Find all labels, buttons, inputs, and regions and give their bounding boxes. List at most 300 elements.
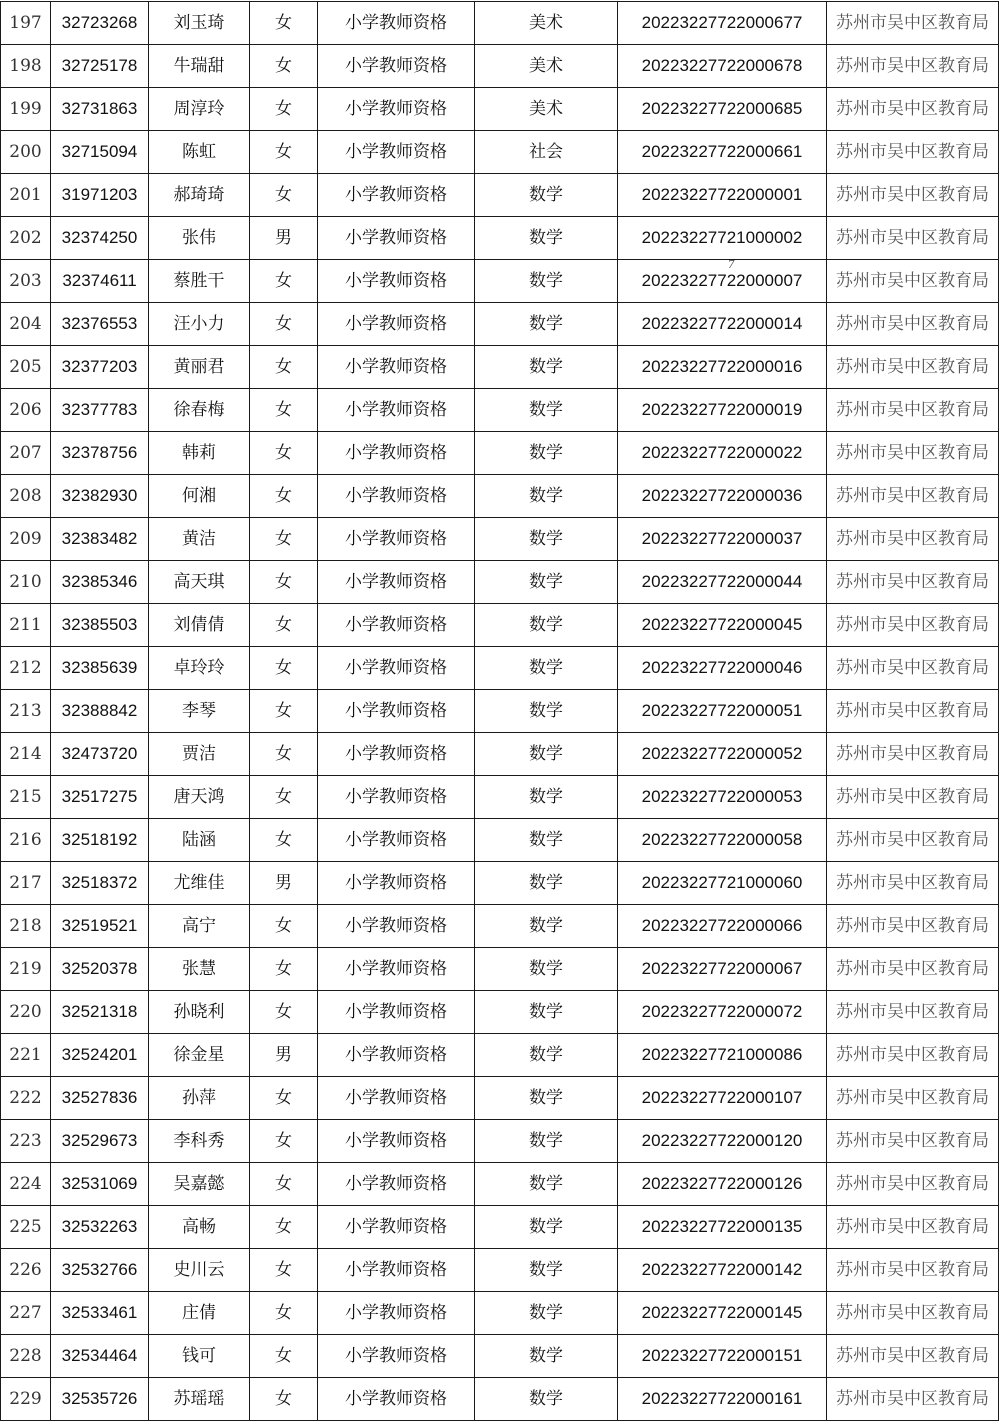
gender-cell: 女 [250,346,318,389]
qualification-cell: 小学教师资格 [318,2,475,45]
gender-cell: 女 [250,1120,318,1163]
name-cell: 吴嘉懿 [149,1163,250,1206]
table-row [1,819,999,862]
subject-cell: 数学 [475,1249,618,1292]
gender-cell: 女 [250,819,318,862]
applicant-id-cell: 32725178 [51,45,149,88]
qualification-cell: 小学教师资格 [318,1034,475,1077]
name-cell: 庄倩 [149,1292,250,1335]
row-number-cell: 226 [1,1249,51,1292]
certificate-number-text: 20223227722000007 [641,271,803,290]
applicant-id-cell: 32524201 [51,1034,149,1077]
certificate-number-cell: 20223227722000046 [618,647,827,690]
qualification-cell: 小学教师资格 [318,1077,475,1120]
subject-cell: 美术 [475,45,618,88]
row-number-cell: 214 [1,733,51,776]
name-cell: 钱可 [149,1335,250,1378]
applicant-id-cell: 32731863 [51,88,149,131]
certificate-number-cell: 20223227721000086 [618,1034,827,1077]
table-row [1,2,999,45]
certificate-number-cell: 20223227722000044 [618,561,827,604]
qualification-cell: 小学教师资格 [318,174,475,217]
applicant-id-cell: 32388842 [51,690,149,733]
gender-cell: 女 [250,174,318,217]
name-cell: 李科秀 [149,1120,250,1163]
name-cell: 陆涵 [149,819,250,862]
applicant-id-cell: 32533461 [51,1292,149,1335]
name-cell: 李琴 [149,690,250,733]
row-number-cell: 221 [1,1034,51,1077]
gender-cell: 女 [250,45,318,88]
issuing-authority-cell: 苏州市吴中区教育局 [827,1292,999,1335]
applicant-id-cell: 32376553 [51,303,149,346]
gender-cell: 女 [250,131,318,174]
qualification-cell: 小学教师资格 [318,733,475,776]
issuing-authority-cell: 苏州市吴中区教育局 [827,217,999,260]
name-cell: 何湘 [149,475,250,518]
gender-cell: 女 [250,260,318,303]
table-row [1,1120,999,1163]
gender-cell: 女 [250,905,318,948]
applicant-id-cell: 32385639 [51,647,149,690]
row-number-cell: 205 [1,346,51,389]
issuing-authority-cell: 苏州市吴中区教育局 [827,647,999,690]
applicant-id-cell: 32520378 [51,948,149,991]
table-row [1,1292,999,1335]
applicant-id-cell: 32377783 [51,389,149,432]
row-number-cell: 212 [1,647,51,690]
row-number-cell: 228 [1,1335,51,1378]
row-number-cell: 222 [1,1077,51,1120]
issuing-authority-cell: 苏州市吴中区教育局 [827,88,999,131]
name-cell: 唐天鸿 [149,776,250,819]
table-row [1,733,999,776]
subject-cell: 数学 [475,1206,618,1249]
table-row [1,174,999,217]
issuing-authority-cell: 苏州市吴中区教育局 [827,1206,999,1249]
name-cell: 蔡胜干 [149,260,250,303]
gender-cell: 女 [250,389,318,432]
applicant-id-cell: 32377203 [51,346,149,389]
gender-cell: 女 [250,776,318,819]
stray-annotation-mark: 7 [727,259,735,271]
row-number-cell: 223 [1,1120,51,1163]
certificate-number-cell: 20223227722000066 [618,905,827,948]
subject-cell: 美术 [475,88,618,131]
name-cell: 张伟 [149,217,250,260]
qualification-cell: 小学教师资格 [318,905,475,948]
table-row [1,346,999,389]
row-number-cell: 206 [1,389,51,432]
subject-cell: 数学 [475,217,618,260]
qualification-cell: 小学教师资格 [318,389,475,432]
table-row [1,518,999,561]
certificate-number-cell: 20223227722000045 [618,604,827,647]
name-cell: 陈虹 [149,131,250,174]
subject-cell: 数学 [475,561,618,604]
subject-cell: 数学 [475,1335,618,1378]
table-row [1,862,999,905]
table-row [1,1206,999,1249]
name-cell: 黄洁 [149,518,250,561]
table-row [1,131,999,174]
issuing-authority-cell: 苏州市吴中区教育局 [827,432,999,475]
qualification-cell: 小学教师资格 [318,1292,475,1335]
certificate-number-cell: 20223227722000016 [618,346,827,389]
name-cell: 黄丽君 [149,346,250,389]
name-cell: 尤维佳 [149,862,250,905]
row-number-cell: 203 [1,260,51,303]
certificate-number-cell: 20223227722000142 [618,1249,827,1292]
gender-cell: 女 [250,2,318,45]
certificate-table [0,1,999,1421]
applicant-id-cell: 32529673 [51,1120,149,1163]
row-number-cell: 204 [1,303,51,346]
row-number-cell: 201 [1,174,51,217]
issuing-authority-cell: 苏州市吴中区教育局 [827,1163,999,1206]
name-cell: 刘玉琦 [149,2,250,45]
certificate-number-cell: 20223227722000678 [618,45,827,88]
qualification-cell: 小学教师资格 [318,948,475,991]
certificate-number-cell: 20223227722000072 [618,991,827,1034]
applicant-id-cell: 32378756 [51,432,149,475]
issuing-authority-cell: 苏州市吴中区教育局 [827,346,999,389]
name-cell: 高宁 [149,905,250,948]
gender-cell: 女 [250,991,318,1034]
table-row [1,389,999,432]
applicant-id-cell: 32534464 [51,1335,149,1378]
qualification-cell: 小学教师资格 [318,776,475,819]
table-row [1,432,999,475]
gender-cell: 男 [250,1034,318,1077]
subject-cell: 数学 [475,260,618,303]
gender-cell: 女 [250,604,318,647]
certificate-number-cell: 20223227722000051 [618,690,827,733]
table-row [1,1335,999,1378]
row-number-cell: 198 [1,45,51,88]
gender-cell: 女 [250,948,318,991]
issuing-authority-cell: 苏州市吴中区教育局 [827,1034,999,1077]
subject-cell: 数学 [475,647,618,690]
issuing-authority-cell: 苏州市吴中区教育局 [827,776,999,819]
subject-cell: 数学 [475,1034,618,1077]
subject-cell: 数学 [475,432,618,475]
certificate-number-cell: 20223227722000053 [618,776,827,819]
issuing-authority-cell: 苏州市吴中区教育局 [827,2,999,45]
name-cell: 张慧 [149,948,250,991]
applicant-id-cell: 32715094 [51,131,149,174]
table-row [1,1077,999,1120]
applicant-id-cell: 32532263 [51,1206,149,1249]
applicant-id-cell: 32374611 [51,260,149,303]
qualification-cell: 小学教师资格 [318,561,475,604]
issuing-authority-cell: 苏州市吴中区教育局 [827,1120,999,1163]
certificate-number-cell: 20223227722000001 [618,174,827,217]
table-row [1,217,999,260]
certificate-number-cell: 20223227722000058 [618,819,827,862]
table-row [1,1378,999,1421]
subject-cell: 数学 [475,1163,618,1206]
name-cell: 郝琦琦 [149,174,250,217]
table-row [1,604,999,647]
subject-cell: 数学 [475,1077,618,1120]
gender-cell: 女 [250,432,318,475]
qualification-cell: 小学教师资格 [318,432,475,475]
table-row [1,690,999,733]
issuing-authority-cell: 苏州市吴中区教育局 [827,1378,999,1421]
applicant-id-cell: 32383482 [51,518,149,561]
applicant-id-cell: 32518372 [51,862,149,905]
certificate-number-cell: 20223227722000151 [618,1335,827,1378]
applicant-id-cell: 32385503 [51,604,149,647]
issuing-authority-cell: 苏州市吴中区教育局 [827,690,999,733]
row-number-cell: 208 [1,475,51,518]
gender-cell: 女 [250,475,318,518]
name-cell: 汪小力 [149,303,250,346]
table-row [1,303,999,346]
qualification-cell: 小学教师资格 [318,131,475,174]
qualification-cell: 小学教师资格 [318,690,475,733]
qualification-cell: 小学教师资格 [318,518,475,561]
certificate-number-cell: 20223227722000677 [618,2,827,45]
applicant-id-cell: 32374250 [51,217,149,260]
applicant-id-cell: 32517275 [51,776,149,819]
qualification-cell: 小学教师资格 [318,1249,475,1292]
row-number-cell: 224 [1,1163,51,1206]
subject-cell: 数学 [475,1378,618,1421]
gender-cell: 女 [250,1378,318,1421]
row-number-cell: 218 [1,905,51,948]
gender-cell: 女 [250,1335,318,1378]
table-row [1,88,999,131]
subject-cell: 数学 [475,862,618,905]
subject-cell: 数学 [475,518,618,561]
qualification-cell: 小学教师资格 [318,819,475,862]
applicant-id-cell: 32518192 [51,819,149,862]
gender-cell: 女 [250,733,318,776]
row-number-cell: 200 [1,131,51,174]
issuing-authority-cell: 苏州市吴中区教育局 [827,905,999,948]
subject-cell: 数学 [475,948,618,991]
certificate-number-cell: 20223227721000002 [618,217,827,260]
issuing-authority-cell: 苏州市吴中区教育局 [827,131,999,174]
gender-cell: 男 [250,217,318,260]
qualification-cell: 小学教师资格 [318,604,475,647]
gender-cell: 女 [250,1206,318,1249]
applicant-id-cell: 32723268 [51,2,149,45]
table-row [1,561,999,604]
gender-cell: 女 [250,518,318,561]
name-cell: 徐金星 [149,1034,250,1077]
name-cell: 苏瑶瑶 [149,1378,250,1421]
qualification-cell: 小学教师资格 [318,647,475,690]
issuing-authority-cell: 苏州市吴中区教育局 [827,604,999,647]
qualification-cell: 小学教师资格 [318,88,475,131]
applicant-id-cell: 32521318 [51,991,149,1034]
name-cell: 高畅 [149,1206,250,1249]
issuing-authority-cell: 苏州市吴中区教育局 [827,260,999,303]
applicant-id-cell: 31971203 [51,174,149,217]
qualification-cell: 小学教师资格 [318,45,475,88]
qualification-cell: 小学教师资格 [318,475,475,518]
applicant-id-cell: 32385346 [51,561,149,604]
certificate-number-cell: 20223227722000145 [618,1292,827,1335]
applicant-id-cell: 32473720 [51,733,149,776]
gender-cell: 女 [250,690,318,733]
row-number-cell: 229 [1,1378,51,1421]
certificate-number-cell: 20223227722000661 [618,131,827,174]
certificate-number-cell: 20223227722000014 [618,303,827,346]
subject-cell: 数学 [475,174,618,217]
certificate-number-cell: 20223227722000685 [618,88,827,131]
name-cell: 孙萍 [149,1077,250,1120]
certificate-number-cell: 20223227722000019 [618,389,827,432]
issuing-authority-cell: 苏州市吴中区教育局 [827,991,999,1034]
subject-cell: 数学 [475,776,618,819]
subject-cell: 数学 [475,475,618,518]
applicant-id-cell: 32531069 [51,1163,149,1206]
issuing-authority-cell: 苏州市吴中区教育局 [827,561,999,604]
certificate-number-cell: 20223227722000135 [618,1206,827,1249]
applicant-id-cell: 32527836 [51,1077,149,1120]
name-cell: 韩莉 [149,432,250,475]
gender-cell: 女 [250,561,318,604]
row-number-cell: 197 [1,2,51,45]
qualification-cell: 小学教师资格 [318,1378,475,1421]
table-row [1,1163,999,1206]
applicant-id-cell: 32519521 [51,905,149,948]
table-row [1,991,999,1034]
certificate-number-cell: 20223227721000060 [618,862,827,905]
row-number-cell: 209 [1,518,51,561]
qualification-cell: 小学教师资格 [318,862,475,905]
row-number-cell: 216 [1,819,51,862]
qualification-cell: 小学教师资格 [318,1163,475,1206]
gender-cell: 女 [250,647,318,690]
issuing-authority-cell: 苏州市吴中区教育局 [827,303,999,346]
gender-cell: 男 [250,862,318,905]
qualification-cell: 小学教师资格 [318,217,475,260]
row-number-cell: 211 [1,604,51,647]
table-row [1,948,999,991]
table-body [1,2,999,1421]
subject-cell: 数学 [475,991,618,1034]
certificate-number-cell: 20223227722000067 [618,948,827,991]
subject-cell: 数学 [475,1120,618,1163]
issuing-authority-cell: 苏州市吴中区教育局 [827,174,999,217]
qualification-cell: 小学教师资格 [318,303,475,346]
subject-cell: 数学 [475,604,618,647]
certificate-number-cell: 20223227722000036 [618,475,827,518]
name-cell: 徐春梅 [149,389,250,432]
table-row [1,1034,999,1077]
name-cell: 孙晓利 [149,991,250,1034]
subject-cell: 社会 [475,131,618,174]
applicant-id-cell: 32535726 [51,1378,149,1421]
name-cell: 周淳玲 [149,88,250,131]
gender-cell: 女 [250,303,318,346]
issuing-authority-cell: 苏州市吴中区教育局 [827,518,999,561]
gender-cell: 女 [250,1077,318,1120]
table-row [1,45,999,88]
certificate-number-cell: 20223227722000120 [618,1120,827,1163]
certificate-number-cell [618,260,827,303]
certificate-number-cell: 20223227722000052 [618,733,827,776]
issuing-authority-cell: 苏州市吴中区教育局 [827,475,999,518]
issuing-authority-cell: 苏州市吴中区教育局 [827,819,999,862]
certificate-number-cell: 20223227722000107 [618,1077,827,1120]
row-number-cell: 210 [1,561,51,604]
qualification-cell: 小学教师资格 [318,1120,475,1163]
certificate-number-cell: 20223227722000037 [618,518,827,561]
qualification-cell: 小学教师资格 [318,991,475,1034]
name-cell: 史川云 [149,1249,250,1292]
qualification-cell: 小学教师资格 [318,1206,475,1249]
subject-cell: 数学 [475,1292,618,1335]
subject-cell: 美术 [475,2,618,45]
issuing-authority-cell: 苏州市吴中区教育局 [827,1335,999,1378]
row-number-cell: 225 [1,1206,51,1249]
qualification-cell: 小学教师资格 [318,260,475,303]
subject-cell: 数学 [475,733,618,776]
row-number-cell: 219 [1,948,51,991]
gender-cell: 女 [250,1249,318,1292]
row-number-cell: 217 [1,862,51,905]
certificate-number-cell: 20223227722000022 [618,432,827,475]
certificate-number-cell: 20223227722000161 [618,1378,827,1421]
row-number-cell: 215 [1,776,51,819]
row-number-cell: 207 [1,432,51,475]
table-row [1,647,999,690]
qualification-cell: 小学教师资格 [318,1335,475,1378]
subject-cell: 数学 [475,303,618,346]
subject-cell: 数学 [475,389,618,432]
name-cell: 刘倩倩 [149,604,250,647]
row-number-cell: 227 [1,1292,51,1335]
row-number-cell: 213 [1,690,51,733]
name-cell: 贾洁 [149,733,250,776]
issuing-authority-cell: 苏州市吴中区教育局 [827,948,999,991]
issuing-authority-cell: 苏州市吴中区教育局 [827,389,999,432]
issuing-authority-cell: 苏州市吴中区教育局 [827,733,999,776]
table-row [1,260,999,303]
table-row [1,475,999,518]
gender-cell: 女 [250,88,318,131]
issuing-authority-cell: 苏州市吴中区教育局 [827,45,999,88]
table-row [1,905,999,948]
name-cell: 高天琪 [149,561,250,604]
row-number-cell: 220 [1,991,51,1034]
row-number-cell: 199 [1,88,51,131]
subject-cell: 数学 [475,346,618,389]
row-number-cell: 202 [1,217,51,260]
qualification-cell: 小学教师资格 [318,346,475,389]
name-cell: 牛瑞甜 [149,45,250,88]
issuing-authority-cell: 苏州市吴中区教育局 [827,1077,999,1120]
gender-cell: 女 [250,1292,318,1335]
name-cell: 卓玲玲 [149,647,250,690]
table-row [1,1249,999,1292]
issuing-authority-cell: 苏州市吴中区教育局 [827,1249,999,1292]
subject-cell: 数学 [475,690,618,733]
applicant-id-cell: 32382930 [51,475,149,518]
gender-cell: 女 [250,1163,318,1206]
certificate-number-cell: 20223227722000126 [618,1163,827,1206]
subject-cell: 数学 [475,905,618,948]
table-row [1,776,999,819]
applicant-id-cell: 32532766 [51,1249,149,1292]
issuing-authority-cell: 苏州市吴中区教育局 [827,862,999,905]
